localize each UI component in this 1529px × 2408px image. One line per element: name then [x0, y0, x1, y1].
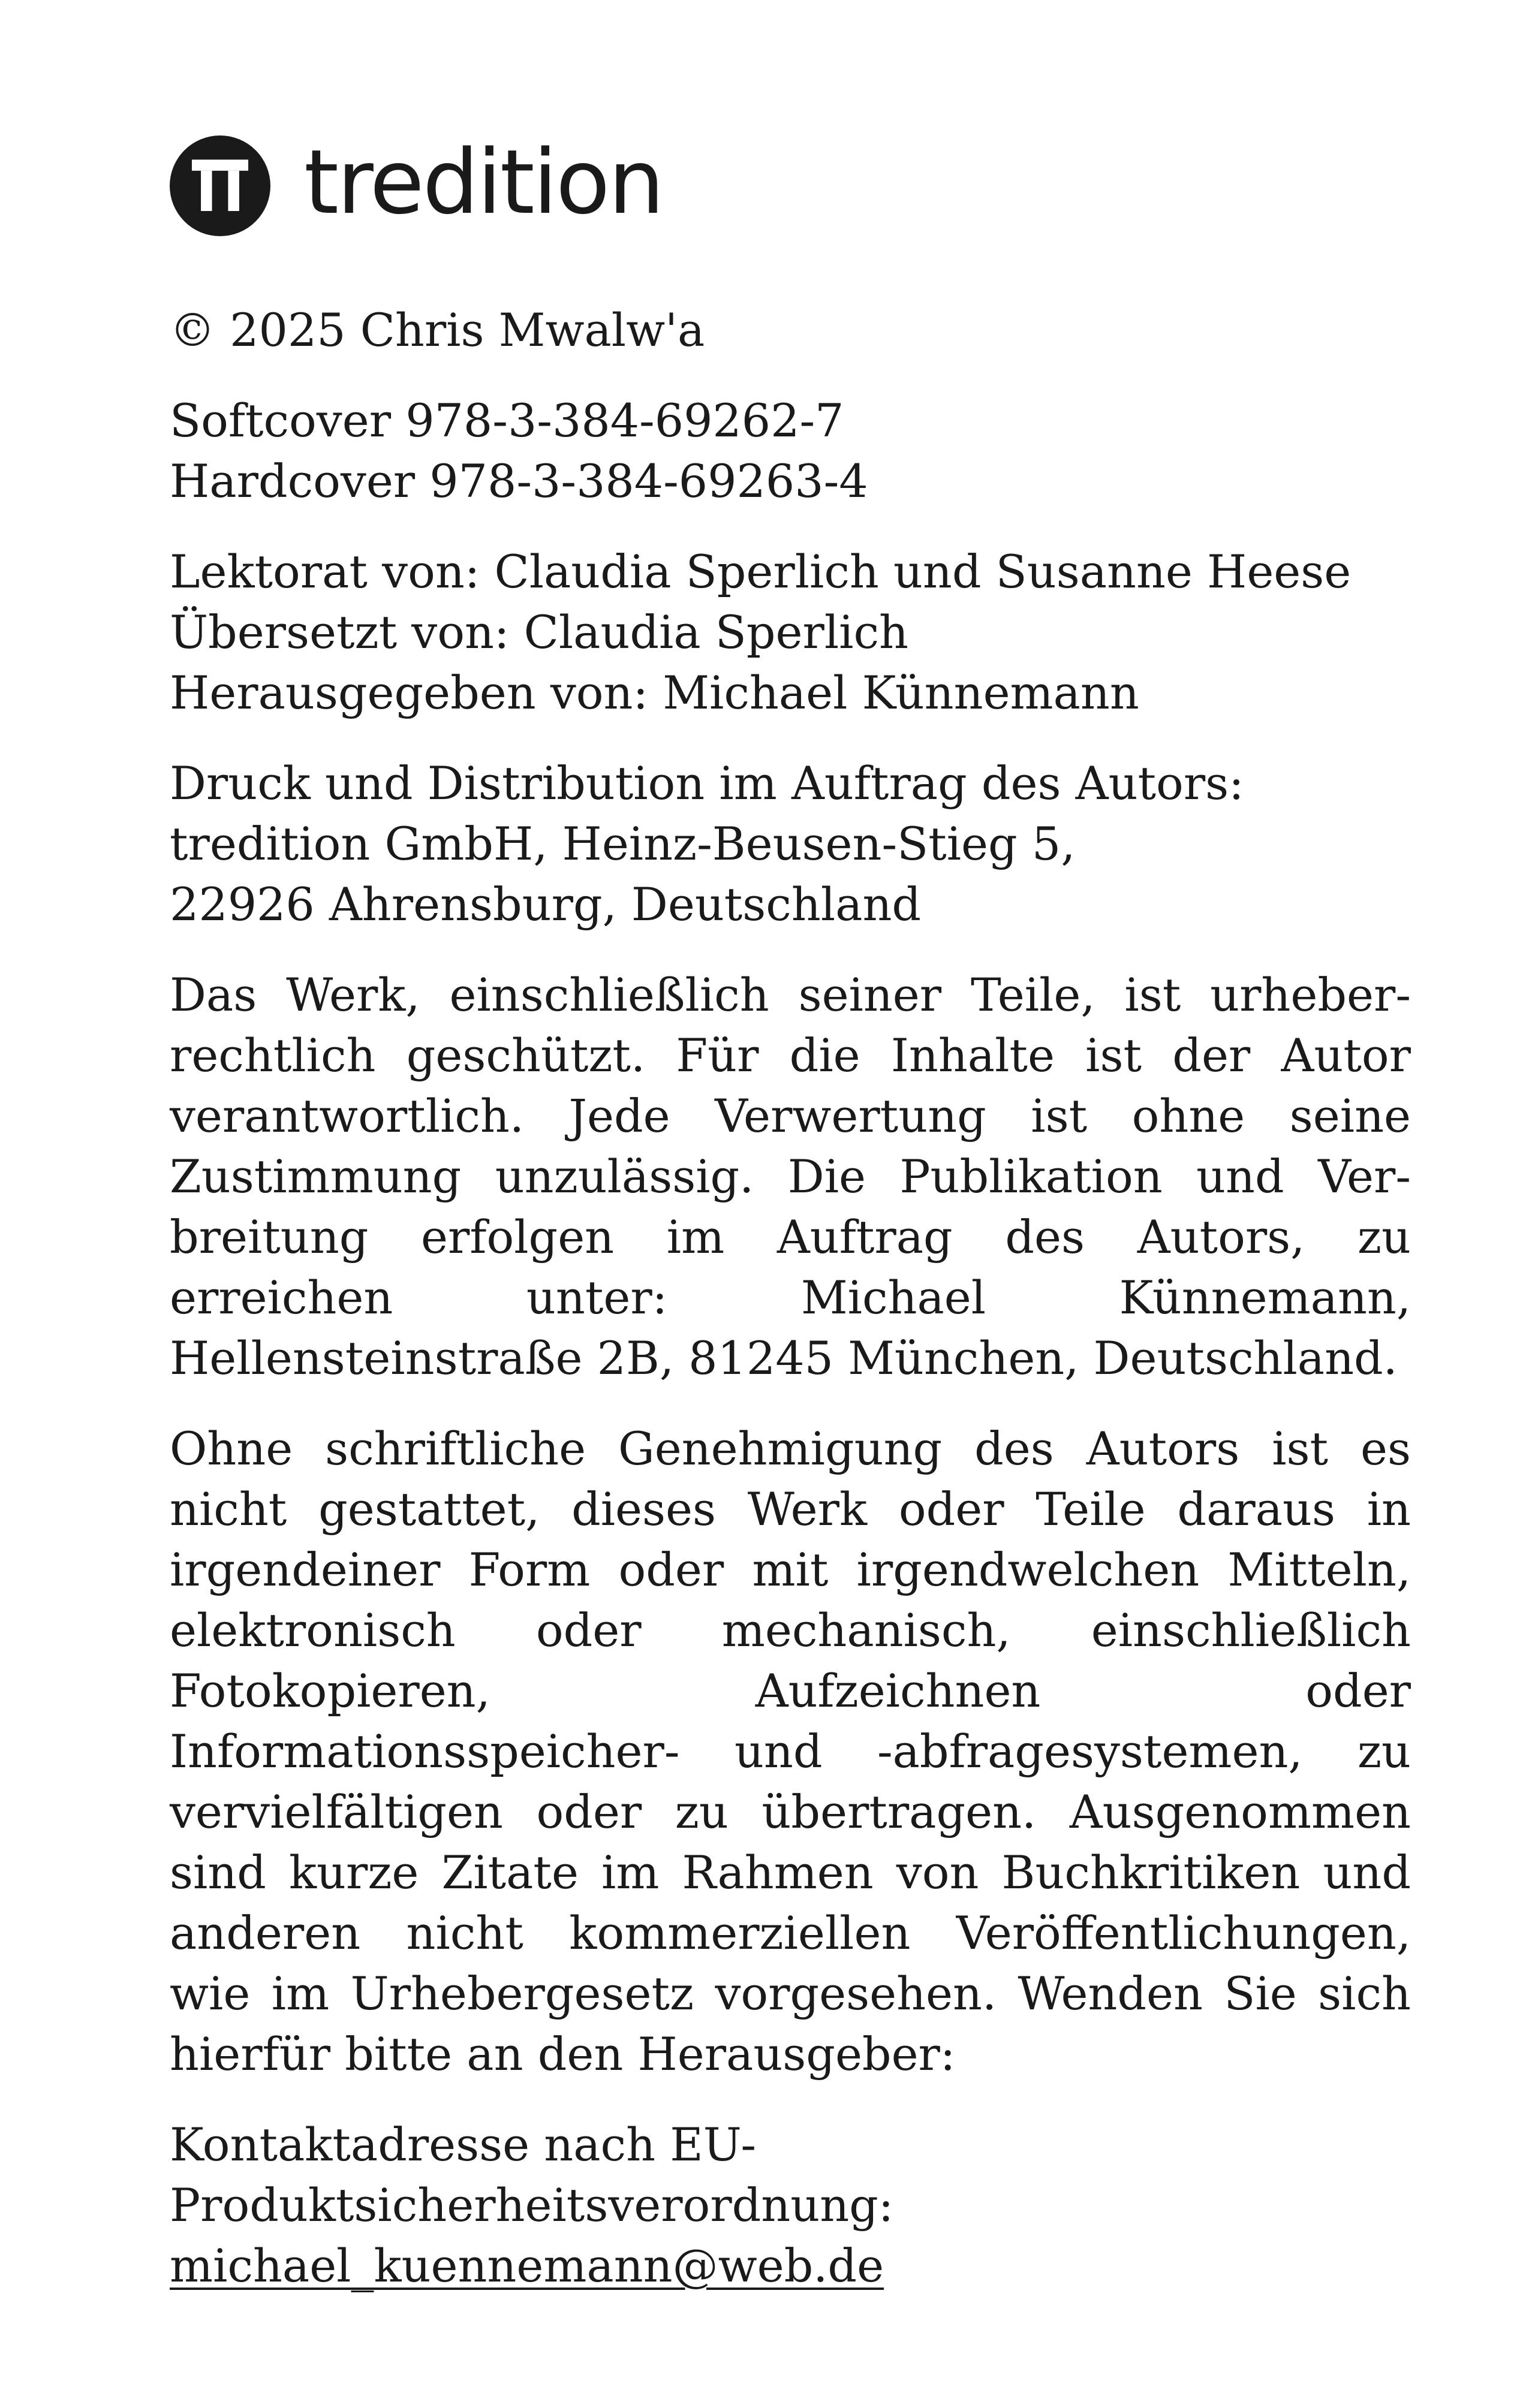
printing-line-2: tredition GmbH, Heinz-Beusen-Stieg 5,	[170, 817, 1076, 870]
imprint-page	[170, 131, 1411, 2326]
contact-line-1: Kontaktadresse nach EU-	[170, 2118, 757, 2171]
isbn-hardcover: Hardcover 978-3-384-69263-4	[170, 454, 868, 508]
contact-block	[170, 2114, 1411, 2296]
isbn-block	[170, 390, 1411, 511]
isbn-softcover: Softcover 978-3-384-69262-7	[170, 394, 844, 447]
publisher-logo	[170, 131, 1411, 234]
credit-uebersetzt: Übersetzt von: Claudia Sperlich	[170, 605, 908, 659]
contact-email-link[interactable]: michael_kuennemann@web.de	[170, 2239, 884, 2292]
credit-herausgegeben: Herausgegeben von: Michael Künnemann	[170, 666, 1139, 719]
credits-block	[170, 541, 1411, 723]
logo-wordmark: tredition	[304, 131, 663, 234]
credit-lektorat: Lektorat von: Claudia Sperlich und Susanne Heese	[170, 545, 1352, 598]
contact-line-2: Produktsicherheitsverordnung:	[170, 2178, 894, 2232]
copyright-line: © 2025 Chris Mwalw'a	[170, 303, 705, 357]
printing-line-3: 22926 Ahrensburg, Deutschland	[170, 878, 922, 931]
rights-paragraph: Das Werk, einschließlich seiner Teile, ist urheberrechtlich geschützt. Für die Inhalte ist der Autor verantwortlich. Jede Verwertung ist ohne seine Zustimmung unzulässig. Die Publikation und Verbreitung erfolgen im Auftrag des Autors, zu erreichen unter: Michael Künnemann, Hellensteinstraße 2B, 81245 München, Deutschland.	[170, 968, 1411, 1385]
permission-paragraph: Ohne schriftliche Genehmigung des Autors ist es nicht gestattet, dieses Werk oder Teile daraus in irgendeiner Form oder mit irgendwelchen Mitteln, elektronisch oder mechanisch, einschließlich Fotokopieren, Aufzeichnen oder Informationsspeicher- und -abfragesystemen, zu vervielfältigen oder zu übertragen. Ausgenommen sind kurze Zitate im Rahmen von Buchkritiken und anderen nicht kommerziellen Veröffentlichungen, wie im Urhebergesetz vorgesehen. Wenden Sie sich hierfür bitte an den Herausgeber:	[170, 1422, 1411, 2081]
printing-line-1: Druck und Distribution im Auftrag des Autors:	[170, 757, 1244, 810]
copyright-block	[170, 300, 1411, 360]
printing-block	[170, 753, 1411, 935]
tredition-logo-icon	[170, 135, 270, 236]
